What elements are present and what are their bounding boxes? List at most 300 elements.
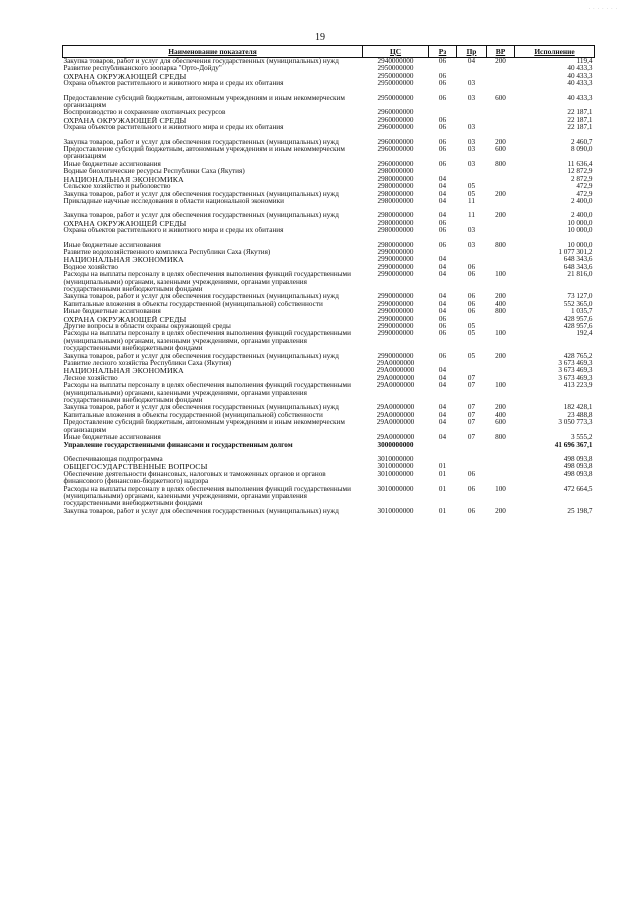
row-rz: 04 — [438, 271, 447, 279]
table-row — [63, 139, 595, 146]
row-vr: 200 — [495, 57, 506, 65]
row-amount: 3 673 469,3 — [558, 374, 593, 382]
row-vr — [487, 442, 515, 449]
row-vr — [487, 375, 515, 382]
row-vr: 200 — [495, 507, 506, 515]
row-cs: 2960000000 — [377, 124, 414, 132]
row-name: Иные бюджетные ассигнования — [63, 308, 161, 316]
row-name: Управление государственными финансами и государственным долгом — [63, 441, 293, 449]
table-row — [63, 316, 595, 323]
row-rz: 06 — [438, 124, 447, 132]
row-name: Иные бюджетные ассигнования — [63, 241, 161, 249]
row-vr: 100 — [495, 271, 506, 279]
row-rz: 06 — [438, 227, 447, 235]
row-name: Расходы на выплаты персоналу в целях обеспечения выполнения функций государственными (муниципальными) органами, казенными учреждениями, органами управления государственными внебюджетными фондами — [63, 485, 351, 508]
table-body — [63, 58, 595, 516]
row-cs: 2990000000 — [377, 300, 414, 308]
row-name: Предоставление субсидий бюджетным, автономным учреждениям и иным некоммерческим организациям — [63, 419, 345, 434]
spacer-cell — [63, 235, 595, 242]
row-vr — [487, 463, 515, 470]
row-vr — [487, 316, 515, 323]
row-vr: 200 — [495, 212, 506, 220]
row-rz: 04 — [438, 183, 447, 191]
row-vr: 800 — [495, 308, 506, 316]
row-amount: 40 433,3 — [567, 65, 593, 73]
table-row — [63, 256, 595, 263]
row-name: Охрана объектов растительного и животного мира и среды их обитания — [63, 124, 284, 132]
row-rz: 04 — [438, 419, 447, 427]
row-pr — [457, 249, 487, 256]
row-spacer — [63, 449, 595, 456]
row-name: НАЦИОНАЛЬНАЯ ЭКОНОМИКА — [63, 175, 184, 184]
row-amount: 498 093,8 — [563, 455, 593, 463]
row-pr — [457, 168, 487, 175]
table-row — [63, 301, 595, 308]
row-cs: 2980000000 — [377, 168, 414, 176]
row-name: Воспроизводство и сохранение охотничьих ресурсов — [63, 109, 226, 117]
row-vr: 200 — [495, 138, 506, 146]
row-pr — [457, 176, 487, 183]
row-vr — [487, 367, 515, 374]
row-pr: 06 — [467, 485, 476, 493]
row-vr — [487, 198, 515, 205]
row-rz: 06 — [438, 57, 447, 65]
table-row — [63, 249, 595, 256]
row-pr — [457, 367, 487, 374]
row-cs: 29А0000000 — [376, 360, 415, 368]
table-row — [63, 434, 595, 441]
row-cs: 2980000000 — [377, 175, 414, 183]
row-rz: 01 — [438, 470, 447, 478]
row-rz: 04 — [438, 197, 447, 205]
row-amount: 3 050 773,3 — [558, 419, 593, 427]
table-row — [63, 367, 595, 374]
table-row — [63, 360, 595, 367]
row-name: Обеспечение деятельности финансовых, налоговых и таможенных органов и органов финансового (финансово-бюджетного) надзора — [63, 470, 326, 486]
row-vr — [487, 168, 515, 175]
row-vr: 100 — [495, 382, 506, 390]
row-rz: 01 — [438, 507, 447, 515]
row-rz: 04 — [438, 175, 447, 183]
row-vr: 400 — [495, 411, 506, 419]
row-name: Предоставление субсидий бюджетным, автономным учреждениям и иным некоммерческим организациям — [63, 94, 345, 110]
row-amount: 498 093,8 — [563, 470, 593, 478]
table-row — [63, 456, 595, 463]
row-vr — [487, 264, 515, 271]
row-vr: 400 — [495, 300, 506, 308]
row-pr: 07 — [467, 419, 476, 427]
row-amount: 40 433,3 — [567, 80, 593, 88]
row-name: Закупка товаров, работ и услуг для обеспечения государственных (муниципальных) нужд — [63, 404, 339, 412]
row-vr: 200 — [495, 293, 506, 301]
table-row — [63, 227, 595, 234]
row-amount: 25 198,7 — [567, 507, 593, 515]
row-cs: 2950000000 — [377, 72, 414, 80]
row-cs: 29А0000000 — [376, 404, 415, 412]
row-amount: 192,4 — [576, 330, 593, 338]
row-pr: 07 — [467, 434, 476, 442]
table-row — [63, 486, 595, 508]
row-name: Водное хозяйство — [63, 263, 119, 271]
row-vr — [487, 80, 515, 87]
row-cs: 3000000000 — [377, 441, 414, 449]
row-amount: 22 187,1 — [567, 116, 593, 124]
row-amount: 428 765,2 — [563, 352, 593, 360]
row-rz — [429, 442, 457, 449]
row-cs: 3010000000 — [377, 507, 414, 515]
row-amount: 10 000,0 — [567, 241, 593, 249]
table-row — [63, 463, 595, 470]
row-name: Развитие водохозяйственного комплекса Республики Саха (Якутия) — [63, 248, 271, 256]
row-vr: 800 — [495, 241, 506, 249]
row-rz: 04 — [438, 212, 447, 220]
row-rz: 04 — [438, 293, 447, 301]
row-name: Сельское хозяйство и рыболовство — [63, 183, 171, 191]
table-row — [63, 330, 595, 352]
row-vr: 600 — [495, 94, 506, 102]
row-rz: 06 — [438, 138, 447, 146]
row-vr — [487, 360, 515, 367]
row-spacer — [63, 235, 595, 242]
row-pr — [457, 117, 487, 124]
table-row — [63, 419, 595, 434]
row-cs: 2990000000 — [377, 330, 414, 338]
table-row — [63, 80, 595, 87]
table-row — [63, 212, 595, 219]
row-amount: 2 872,9 — [570, 175, 593, 183]
row-rz: 04 — [438, 382, 447, 390]
row-pr — [457, 456, 487, 463]
row-pr: 07 — [467, 411, 476, 419]
row-rz — [429, 360, 457, 367]
row-pr: 06 — [467, 263, 476, 271]
row-cs: 2960000000 — [377, 160, 414, 168]
row-vr: 800 — [495, 160, 506, 168]
table-row — [63, 146, 595, 161]
row-rz — [429, 65, 457, 72]
row-name: ОХРАНА ОКРУЖАЮЩЕЙ СРЕДЫ — [63, 116, 187, 125]
table-row — [63, 412, 595, 419]
row-cs: 2990000000 — [377, 315, 414, 323]
row-pr: 05 — [467, 352, 476, 360]
row-rz: 06 — [438, 116, 447, 124]
row-amount: 23 488,8 — [567, 411, 593, 419]
row-rz: 04 — [438, 411, 447, 419]
row-pr: 04 — [467, 57, 476, 65]
row-vr — [487, 323, 515, 330]
table-row — [63, 508, 595, 515]
row-cs: 2960000000 — [377, 146, 414, 154]
row-name: Другие вопросы в области охраны окружающей среды — [63, 323, 231, 330]
row-amount: 472,9 — [576, 190, 593, 198]
row-vr: 200 — [495, 352, 506, 360]
row-amount: 40 433,3 — [567, 94, 593, 102]
row-amount: 10 000,0 — [567, 227, 593, 235]
table-row — [63, 73, 595, 80]
table-row — [63, 191, 595, 198]
row-vr — [487, 117, 515, 124]
row-pr: 11 — [468, 197, 475, 205]
row-name: Развитие республиканского зоопарка "Орто-Дойду" — [63, 65, 222, 73]
row-amount: 40 433,3 — [567, 72, 593, 80]
row-pr: 05 — [467, 323, 476, 330]
row-amount: 2 400,0 — [570, 212, 593, 220]
row-cs: 3010000000 — [377, 455, 414, 463]
row-amount: 428 957,6 — [563, 315, 593, 323]
row-vr — [487, 124, 515, 131]
row-pr: 03 — [467, 227, 476, 235]
row-cs: 2990000000 — [377, 352, 414, 360]
row-cs: 2950000000 — [377, 65, 414, 73]
spacer-cell — [63, 132, 595, 139]
row-rz: 01 — [438, 485, 447, 493]
row-rz: 06 — [438, 94, 447, 102]
table-row — [63, 442, 595, 449]
row-amount: 41 696 367,1 — [554, 441, 593, 449]
row-cs: 29А0000000 — [376, 419, 415, 427]
row-rz — [429, 168, 457, 175]
row-pr: 03 — [467, 138, 476, 146]
row-cs: 29А0000000 — [376, 374, 415, 382]
row-cs: 2950000000 — [377, 94, 414, 102]
row-cs: 29А0000000 — [376, 382, 415, 390]
spacer-cell — [63, 449, 595, 456]
row-amount: 648 343,6 — [563, 256, 593, 264]
row-rz: 04 — [438, 367, 447, 375]
table-row — [63, 109, 595, 116]
row-amount: 73 127,0 — [567, 293, 593, 301]
table-row — [63, 161, 595, 168]
row-rz: 06 — [438, 352, 447, 360]
row-amount: 2 460,7 — [570, 138, 593, 146]
row-amount: 1 077 301,2 — [558, 248, 593, 256]
row-cs: 2990000000 — [377, 248, 414, 256]
header-rz: Рз — [429, 46, 457, 58]
table-row — [63, 65, 595, 72]
row-pr: 05 — [467, 190, 476, 198]
row-name: Расходы на выплаты персоналу в целях обеспечения выполнения функций государственными (муниципальными) органами, казенными учреждениями, органами управления государственными внебюджетными фондами — [63, 382, 351, 405]
row-amount: 552 365,0 — [563, 300, 593, 308]
row-name: НАЦИОНАЛЬНАЯ ЭКОНОМИКА — [63, 367, 184, 375]
table-row — [63, 353, 595, 360]
row-cs: 3010000000 — [377, 470, 414, 478]
row-name: Расходы на выплаты персоналу в целях обеспечения выполнения функций государственными (муниципальными) органами, казенными учреждениями, органами управления государственными внебюджетными фондами — [63, 330, 351, 353]
row-amount: 472,9 — [576, 183, 593, 191]
row-vr — [487, 456, 515, 463]
page-number: 19 — [315, 32, 325, 43]
row-amount: 413 223,9 — [563, 382, 593, 390]
row-rz: 04 — [438, 434, 447, 442]
row-name: Закупка товаров, работ и услуг для обеспечения государственных (муниципальных) нужд — [63, 293, 339, 301]
table-row — [63, 117, 595, 124]
row-cs: 2980000000 — [377, 227, 414, 235]
row-cs: 2960000000 — [377, 109, 414, 117]
row-name: ОХРАНА ОКРУЖАЮЩЕЙ СРЕДЫ — [63, 219, 187, 228]
row-vr — [487, 249, 515, 256]
row-name: Закупка товаров, работ и услуг для обеспечения государственных (муниципальных) нужд — [63, 212, 339, 220]
row-cs: 29А0000000 — [376, 367, 415, 375]
row-name: Водные биологические ресурсы Республики Саха (Якутия) — [63, 168, 245, 176]
row-rz: 04 — [438, 308, 447, 316]
row-cs: 2980000000 — [377, 219, 414, 227]
budget-execution-table — [62, 45, 595, 515]
row-name: Закупка товаров, работ и услуг для обеспечения государственных (муниципальных) нужд — [63, 57, 339, 65]
row-cs: 2990000000 — [377, 271, 414, 279]
table-row — [63, 124, 595, 131]
row-pr — [457, 360, 487, 367]
row-spacer — [63, 205, 595, 212]
row-cs: 2950000000 — [377, 80, 414, 88]
row-pr — [457, 220, 487, 227]
row-amount: 3 673 469,3 — [558, 367, 593, 375]
table-row — [63, 271, 595, 293]
row-amount: 12 872,9 — [567, 168, 593, 176]
row-pr: 07 — [467, 382, 476, 390]
row-pr: 06 — [467, 293, 476, 301]
row-name: Закупка товаров, работ и услуг для обеспечения государственных (муниципальных) нужд — [63, 352, 339, 360]
row-amount: 21 816,0 — [567, 271, 593, 279]
row-name: Закупка товаров, работ и услуг для обеспечения государственных (муниципальных) нужд — [63, 190, 339, 198]
table-row — [63, 242, 595, 249]
row-rz: 04 — [438, 374, 447, 382]
row-rz: 04 — [438, 256, 447, 264]
row-cs: 2990000000 — [377, 263, 414, 271]
table-row — [63, 95, 595, 110]
table-row — [63, 183, 595, 190]
header-vr: ВР — [487, 46, 515, 58]
spacer-cell — [63, 88, 595, 95]
row-pr — [457, 463, 487, 470]
row-cs: 2990000000 — [377, 256, 414, 264]
row-pr — [457, 65, 487, 72]
row-name: Закупка товаров, работ и услуг для обеспечения государственных (муниципальных) нужд — [63, 138, 339, 146]
table-row — [63, 220, 595, 227]
row-pr: 03 — [467, 124, 476, 132]
table-row — [63, 323, 595, 330]
row-rz: 04 — [438, 300, 447, 308]
row-name: ОХРАНА ОКРУЖАЮЩЕЙ СРЕДЫ — [63, 315, 187, 323]
spacer-cell — [63, 205, 595, 212]
row-rz: 06 — [438, 330, 447, 338]
row-cs: 29А0000000 — [376, 434, 415, 442]
row-cs: 3010000000 — [377, 485, 414, 493]
row-amount: 428 957,6 — [563, 323, 593, 330]
row-rz — [429, 109, 457, 116]
row-amount: 2 400,0 — [570, 197, 593, 205]
row-rz — [429, 249, 457, 256]
row-pr — [457, 442, 487, 449]
row-vr: 600 — [495, 146, 506, 154]
row-name: Охрана объектов растительного и животного мира и среды их обитания — [63, 80, 284, 88]
row-vr: 200 — [495, 404, 506, 412]
row-vr — [487, 65, 515, 72]
row-pr: 07 — [467, 404, 476, 412]
row-rz: 04 — [438, 263, 447, 271]
row-pr: 06 — [467, 271, 476, 279]
header-pr: Пр — [457, 46, 487, 58]
row-cs: 3010000000 — [377, 463, 414, 471]
row-amount: 472 664,5 — [563, 485, 593, 493]
row-name: Обеспечивающая подпрограмма — [63, 455, 163, 463]
table-row — [63, 264, 595, 271]
table-row — [63, 293, 595, 300]
table-row — [63, 404, 595, 411]
table-header-row — [63, 46, 595, 58]
row-pr — [457, 109, 487, 116]
row-rz: 01 — [438, 463, 447, 471]
row-vr — [487, 220, 515, 227]
row-pr: 03 — [467, 241, 476, 249]
row-name: Капитальные вложения в объекты государственной (муниципальной) собственности — [63, 411, 323, 419]
row-amount: 3 555,2 — [570, 434, 593, 442]
row-vr — [487, 256, 515, 263]
row-pr: 06 — [467, 507, 476, 515]
row-cs: 2990000000 — [377, 308, 414, 316]
row-pr: 06 — [467, 470, 476, 478]
row-name: Иные бюджетные ассигнования — [63, 160, 161, 168]
table-row — [63, 308, 595, 315]
row-name: ОБЩЕГОСУДАРСТВЕННЫЕ ВОПРОСЫ — [63, 463, 208, 471]
row-name: Предоставление субсидий бюджетным, автономным учреждениям и иным некоммерческим организациям — [63, 146, 345, 161]
row-pr: 11 — [468, 212, 475, 220]
row-pr: 03 — [467, 146, 476, 154]
row-rz: 06 — [438, 146, 447, 154]
row-name: Лесное хозяйство — [63, 374, 118, 382]
row-rz: 06 — [438, 241, 447, 249]
row-name: Расходы на выплаты персоналу в целях обеспечения выполнения функций государственными (муниципальными) органами, казенными учреждениями, органами управления государственными внебюджетными фондами — [63, 271, 351, 293]
table-row — [63, 58, 595, 66]
row-cs: 2980000000 — [377, 241, 414, 249]
row-vr: 600 — [495, 419, 506, 427]
row-vr — [487, 227, 515, 234]
row-amount: 11 636,4 — [567, 160, 593, 168]
row-rz — [429, 456, 457, 463]
row-amount: 8 090,0 — [570, 146, 593, 154]
row-name: НАЦИОНАЛЬНАЯ ЭКОНОМИКА — [63, 256, 184, 264]
row-vr — [487, 471, 515, 486]
row-name: Закупка товаров, работ и услуг для обеспечения государственных (муниципальных) нужд — [63, 507, 339, 515]
header-name: Наименование показателя — [63, 46, 363, 58]
row-amount: 22 187,1 — [567, 109, 593, 117]
table-row — [63, 375, 595, 382]
table-row — [63, 382, 595, 404]
row-pr: 07 — [467, 374, 476, 382]
row-amount: 119,4 — [576, 57, 593, 65]
row-name: Капитальные вложения в объекты государственной (муниципальной) собственности — [63, 300, 323, 308]
row-amount: 498 093,8 — [563, 463, 593, 471]
row-amount: 182 428,1 — [563, 404, 593, 412]
row-pr: 03 — [467, 94, 476, 102]
row-vr — [487, 109, 515, 116]
row-amount: 10 000,0 — [567, 219, 593, 227]
table-row — [63, 176, 595, 183]
row-cs: 2980000000 — [377, 197, 414, 205]
row-name: Иные бюджетные ассигнования — [63, 434, 161, 442]
row-pr — [457, 316, 487, 323]
row-name: Прикладные научные исследования в области национальной экономики — [63, 197, 284, 205]
row-rz: 04 — [438, 190, 447, 198]
row-pr: 05 — [467, 183, 476, 191]
row-cs: 2980000000 — [377, 212, 414, 220]
row-amount: 3 673 469,3 — [558, 360, 593, 368]
corner-mark: . . . . . . . — [588, 6, 618, 11]
row-cs: 2990000000 — [377, 293, 414, 301]
row-name: Охрана объектов растительного и животного мира и среды их обитания — [63, 227, 284, 235]
header-amount: Исполнение — [515, 46, 595, 58]
row-pr: 06 — [467, 300, 476, 308]
row-rz: 06 — [438, 80, 447, 88]
row-cs: 2980000000 — [377, 190, 414, 198]
